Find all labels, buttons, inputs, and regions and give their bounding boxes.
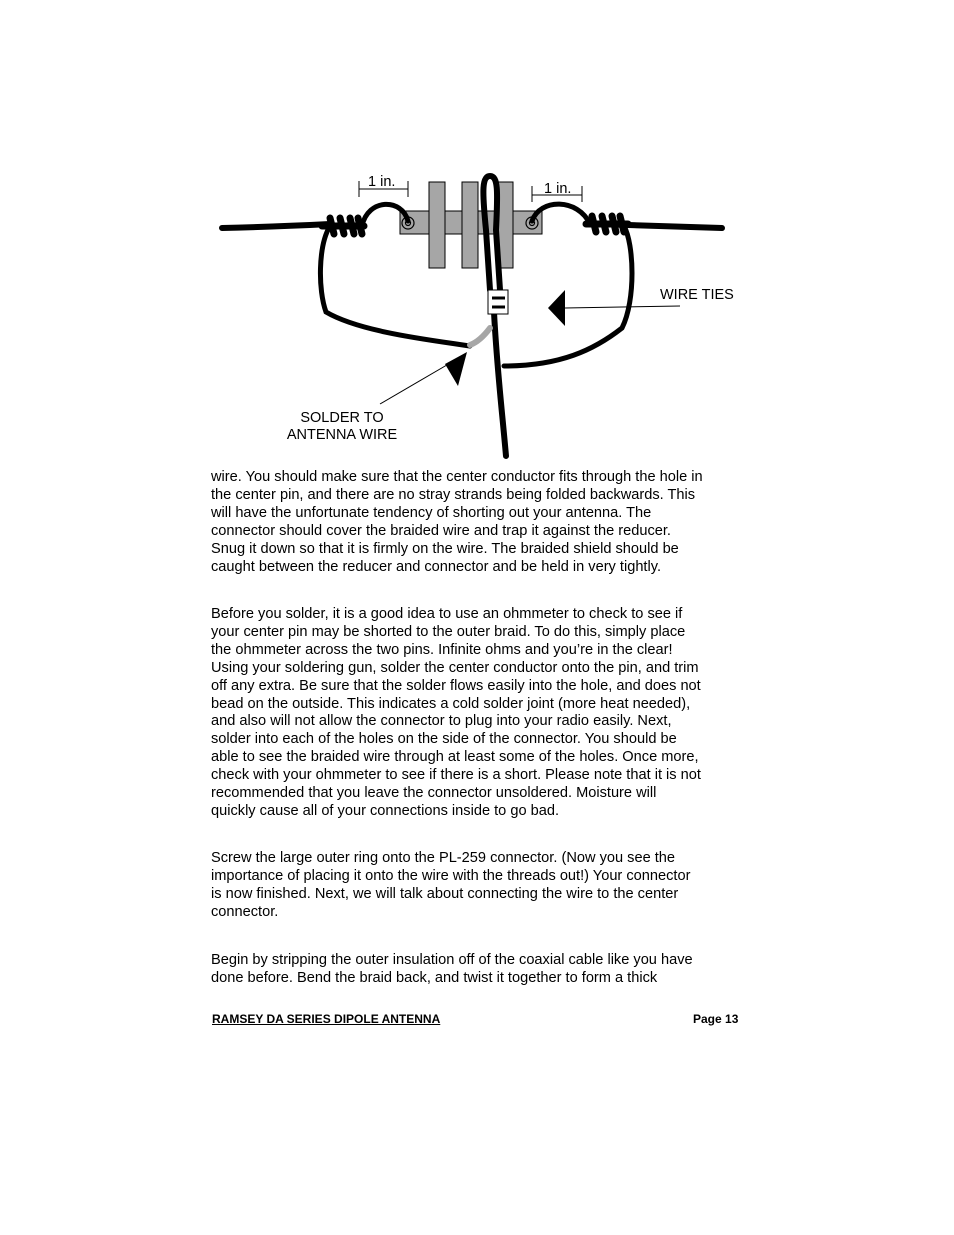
insulator-fin-1 <box>429 182 445 268</box>
paragraph-1: wire. You should make sure that the center conductor fits through the hole in the center pin, and there are no stray strands being folded backwards. This will have the unfortunate tendency of shorting out your antenna. The connector should cover the braided wire and trap it against the reducer. Snug it down so that it is firmly on the wire. The braided shield should be caught between the reducer and connector and be held in very tightly. <box>211 469 703 575</box>
right-dimension-label: 1 in. <box>544 181 572 197</box>
left-braid-loop <box>320 226 470 346</box>
solder-joint <box>470 328 490 345</box>
page-number: Page 13 <box>693 1012 739 1026</box>
left-dimension-label: 1 in. <box>368 174 396 190</box>
left-antenna-wire <box>222 224 330 228</box>
paragraph-4: Begin by stripping the outer insulation off of the coaxial cable like you have done before. Bend the braid back, and twist it together to form a thick <box>211 952 693 986</box>
dipole-center-diagram <box>0 0 954 470</box>
diagram-drawing <box>0 0 954 470</box>
wire-tie-box <box>488 290 508 314</box>
insulator-fin-2 <box>462 182 478 268</box>
solder-label-line1: SOLDER TO <box>300 410 384 426</box>
wire-ties-arrowhead <box>548 290 565 326</box>
solder-label-line2: ANTENNA WIRE <box>286 427 398 443</box>
solder-leader-line <box>380 362 452 404</box>
paragraph-2: Before you solder, it is a good idea to use an ohmmeter to check to see if your center pin may be shorted to the outer braid. To do this, simply place the ohmmeter across the two pins. Infinite ohms and you’re in the clear! Using your soldering gun, solder the center conductor onto the pin, and trim off any extra. Be sure that the solder flows easily into the hole, and does not bead on the outside. This indicates a cold solder joint (more heat needed), and also will not allow the connector to plug into your radio easily. Next, solder into each of the holes on the side of the connector. You should be able to see the braided wire through at least some of the holes. Once more, check with your ohmmeter to see if there is a short. Please note that it is not recommended that you leave the connector unsoldered. Moisture will quickly cause all of your connections inside to go bad. <box>211 606 701 819</box>
wire-ties-label: WIRE TIES <box>660 287 734 303</box>
wire-ties-leader-line <box>565 306 680 308</box>
footer-title: RAMSEY DA SERIES DIPOLE ANTENNA <box>212 1012 441 1026</box>
solder-arrowhead <box>445 352 467 386</box>
coax-feedline <box>494 312 506 456</box>
paragraph-3: Screw the large outer ring onto the PL-259 connector. (Now you see the importance of placing it onto the wire with the threads out!) Your connector is now finished. Next, we will talk about connecting the wire to the center connector. <box>211 850 691 920</box>
right-conductor-loop <box>504 226 632 366</box>
